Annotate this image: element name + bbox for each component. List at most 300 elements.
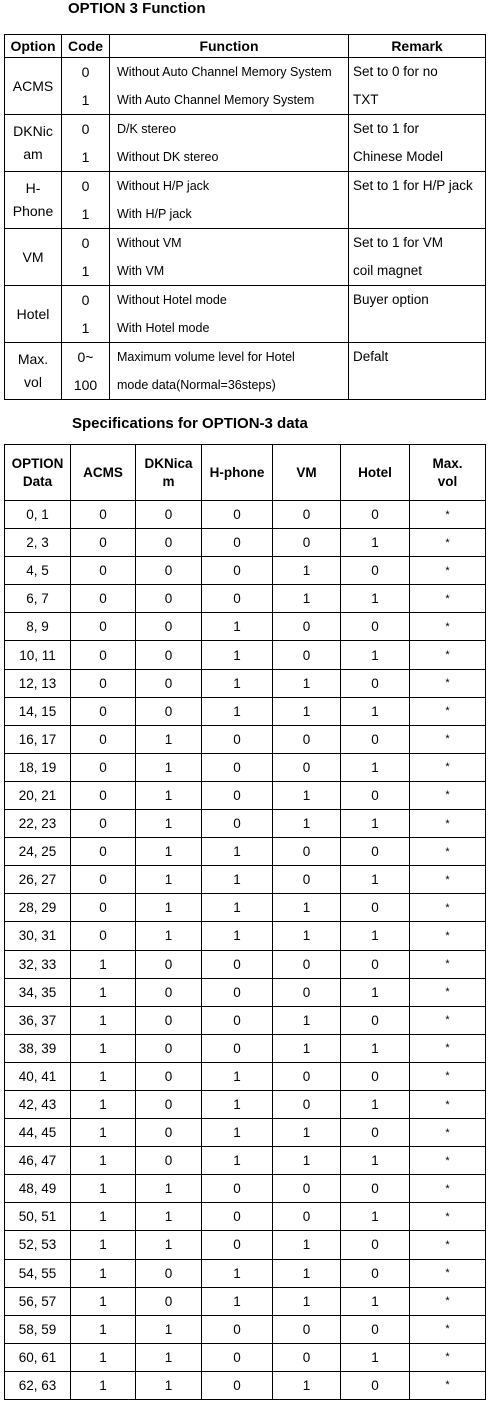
spec-value-cell: 0 [341,669,410,697]
spec-value-cell: 1 [341,753,410,781]
spec-value-cell: 0 [341,501,410,529]
code-values-line: 100 [73,377,98,393]
option-data-cell: 60, 61 [5,1343,71,1371]
spec-value-cell: 0 [202,1343,273,1371]
spec-value-cell: 0 [71,838,136,866]
spec-value-cell: 0 [136,1119,202,1147]
spec-value-cell: 0 [71,613,136,641]
spec-value-cell: 0 [136,613,202,641]
spec-value-cell: 0 [136,1259,202,1287]
spec-header-line: OPTION [11,455,64,471]
option-data-cell: 12, 13 [5,669,71,697]
spec-value-cell: 0 [202,950,273,978]
code-values [62,286,110,343]
spec-value-cell: 1 [341,978,410,1006]
header-code: Code [62,35,110,58]
spec-row [5,669,486,697]
option-data-cell: 40, 41 [5,1062,71,1090]
spec-value-cell: * [410,1343,486,1371]
spec-value-cell: * [410,641,486,669]
spec-value-cell: * [410,781,486,809]
remark-text-line: Set to 0 for no [353,64,438,79]
spec-value-cell: * [410,1006,486,1034]
spec-row [5,1287,486,1315]
remark-text-line: Defalt [353,349,389,364]
spec-value-cell: 1 [273,1006,341,1034]
spec-value-cell: 0 [71,866,136,894]
spec-value-cell: 1 [273,1371,341,1399]
spec-value-cell: 1 [136,922,202,950]
remark-text-line: Set to 1 for H/P jack [353,178,473,193]
spec-row [5,1231,486,1259]
function-table-title: OPTION 3 Function [68,0,206,17]
spec-value-cell: 0 [202,1231,273,1259]
spec-value-cell: 1 [273,781,341,809]
function-text-line: Without DK stereo [117,150,219,164]
spec-value-cell: 0 [273,641,341,669]
spec-value-cell: 0 [136,978,202,1006]
spec-value-cell: 0 [341,1006,410,1034]
spec-value-cell: 0 [341,1315,410,1343]
spec-value-cell: 0 [202,1315,273,1343]
spec-value-cell: 0 [136,1034,202,1062]
spec-value-cell: 1 [202,669,273,697]
option-data-cell: 2, 3 [5,529,71,557]
spec-value-cell: * [410,1175,486,1203]
function-row [5,286,486,343]
spec-row [5,978,486,1006]
option-name [5,229,62,286]
option-name [5,115,62,172]
spec-value-cell: 0 [341,838,410,866]
spec-value-cell: 0 [202,725,273,753]
spec-value-cell: 0 [71,529,136,557]
spec-value-cell: 0 [71,922,136,950]
spec-row [5,1259,486,1287]
spec-value-cell: 1 [273,1119,341,1147]
function-text-line: With Hotel mode [117,321,210,335]
option-data-cell: 58, 59 [5,1315,71,1343]
spec-row [5,1371,486,1399]
spec-value-cell: 1 [202,697,273,725]
spec-value-cell: 0 [273,1203,341,1231]
remark-text [349,343,486,400]
option-data-cell: 54, 55 [5,1259,71,1287]
option-name-line: Max. [17,351,49,367]
remark-text [349,286,486,343]
spec-value-cell: 1 [71,1259,136,1287]
option-data-cell: 24, 25 [5,838,71,866]
spec-value-cell: 0 [136,529,202,557]
spec-value-cell: 0 [273,501,341,529]
function-text-line: With H/P jack [117,207,192,221]
spec-value-cell: 0 [202,1034,273,1062]
spec-row [5,641,486,669]
spec-row [5,1034,486,1062]
spec-value-cell: 1 [202,1259,273,1287]
option-data-cell: 46, 47 [5,1147,71,1175]
option3-function-table [4,34,486,400]
spec-value-cell: 0 [136,1090,202,1118]
spec-value-cell: 1 [202,838,273,866]
spec-value-cell: 0 [341,1371,410,1399]
spec-value-cell: 1 [136,838,202,866]
code-values-line: 1 [81,92,90,108]
spec-value-cell: 0 [71,810,136,838]
option-name [5,172,62,229]
code-values-line: 0 [81,64,90,80]
spec-value-cell: 0 [202,753,273,781]
option-name [5,286,62,343]
function-text [110,286,349,343]
spec-row [5,613,486,641]
spec-value-cell: 1 [136,894,202,922]
spec-value-cell: 1 [71,1287,136,1315]
code-values-line: 1 [81,149,90,165]
spec-value-cell: 1 [273,1259,341,1287]
spec-value-cell: 0 [71,557,136,585]
spec-value-cell: 0 [136,1147,202,1175]
spec-value-cell: 0 [71,585,136,613]
spec-value-cell: 1 [341,866,410,894]
spec-value-cell: 0 [273,613,341,641]
spec-value-cell: 1 [71,1006,136,1034]
spec-value-cell: * [410,1315,486,1343]
spec-value-cell: 0 [341,1175,410,1203]
spec-value-cell: 0 [341,950,410,978]
spec-value-cell: 0 [341,613,410,641]
spec-value-cell: 0 [202,501,273,529]
spec-value-cell: 1 [273,1287,341,1315]
function-text [110,229,349,286]
spec-value-cell: * [410,1371,486,1399]
spec-row [5,1062,486,1090]
spec-row [5,781,486,809]
remark-text [349,58,486,115]
spec-value-cell: 0 [71,725,136,753]
spec-value-cell: 1 [202,1119,273,1147]
option-name-line: Phone [12,203,54,219]
remark-text-line: Chinese Model [353,149,444,164]
spec-value-cell: 1 [136,781,202,809]
function-row [5,58,486,115]
spec-value-cell: 0 [71,669,136,697]
spec-value-cell: 0 [136,1062,202,1090]
spec-value-cell: 1 [273,557,341,585]
spec-value-cell: 1 [273,894,341,922]
spec-value-cell: 1 [71,1090,136,1118]
spec-value-cell: 1 [341,697,410,725]
spec-value-cell: 0 [202,1203,273,1231]
spec-row [5,753,486,781]
spec-value-cell: 1 [202,613,273,641]
spec-value-cell: 0 [273,1315,341,1343]
spec-value-cell: 1 [71,1175,136,1203]
option-data-cell: 42, 43 [5,1090,71,1118]
option-data-cell: 44, 45 [5,1119,71,1147]
code-values-line: 1 [81,320,90,336]
option-data-cell: 36, 37 [5,1006,71,1034]
option-name-line: vol [24,374,42,390]
option-data-cell: 10, 11 [5,641,71,669]
remark-text-line: TXT [353,92,379,107]
remark-text-line: Set to 1 for [353,121,420,136]
spec-header-line: ACMS [83,464,123,480]
spec-value-cell: * [410,669,486,697]
spec-header-cell [136,445,202,501]
header-remark: Remark [349,35,486,58]
spec-value-cell: 1 [273,697,341,725]
spec-value-cell: 0 [273,725,341,753]
spec-value-cell: 0 [273,1343,341,1371]
spec-row [5,1175,486,1203]
spec-header-line: vol [437,473,458,489]
spec-value-cell: 0 [136,1006,202,1034]
spec-value-cell: 1 [273,669,341,697]
spec-value-cell: 0 [341,1259,410,1287]
spec-value-cell: * [410,978,486,1006]
spec-row [5,1315,486,1343]
spec-value-cell: 1 [136,1371,202,1399]
option-data-cell: 28, 29 [5,894,71,922]
spec-value-cell: 1 [136,1231,202,1259]
spec-header-cell [410,445,486,501]
spec-value-cell: 0 [341,781,410,809]
function-row [5,229,486,286]
spec-value-cell: * [410,1147,486,1175]
spec-header-line: DKNica [144,455,193,471]
spec-value-cell: 0 [71,781,136,809]
option-name-line: Hotel [16,305,50,322]
option-data-cell: 22, 23 [5,810,71,838]
option-name [5,58,62,115]
code-values-line: 0 [81,292,90,308]
spec-value-cell: 1 [341,641,410,669]
code-values [62,58,110,115]
spec-value-cell: 1 [71,1203,136,1231]
spec-value-cell: 0 [341,1062,410,1090]
spec-value-cell: * [410,557,486,585]
remark-text [349,172,486,229]
header-option: Option [5,35,62,58]
option-data-cell: 56, 57 [5,1287,71,1315]
spec-value-cell: 1 [202,1147,273,1175]
spec-value-cell: 0 [341,557,410,585]
spec-row [5,1119,486,1147]
spec-value-cell: 1 [71,1062,136,1090]
option-name-line: DKNic [13,123,53,139]
spec-value-cell: 1 [341,810,410,838]
option-data-cell: 26, 27 [5,866,71,894]
spec-value-cell: 1 [71,1034,136,1062]
spec-value-cell: 1 [341,1343,410,1371]
function-text-line: Without Auto Channel Memory System [117,65,332,79]
spec-value-cell: 0 [202,978,273,1006]
spec-value-cell: 1 [341,1203,410,1231]
spec-value-cell: 0 [136,557,202,585]
spec-value-cell: 0 [202,1371,273,1399]
spec-value-cell: 0 [341,1119,410,1147]
function-text-line: With Auto Channel Memory System [117,93,315,107]
spec-value-cell: 1 [341,1147,410,1175]
option-data-cell: 52, 53 [5,1231,71,1259]
spec-header-line: Hotel [358,464,392,480]
function-text-line: D/K stereo [117,122,177,136]
code-values-line: 1 [81,263,90,279]
spec-row [5,838,486,866]
option-data-cell: 4, 5 [5,557,71,585]
function-table-header-row [5,35,486,58]
spec-value-cell: 0 [202,557,273,585]
spec-value-cell: * [410,838,486,866]
spec-value-cell: * [410,866,486,894]
spec-header-cell [71,445,136,501]
spec-value-cell: * [410,810,486,838]
spec-value-cell: 1 [202,1090,273,1118]
spec-header-line: VM [296,464,317,480]
code-values [62,115,110,172]
spec-value-cell: 1 [136,1175,202,1203]
function-text-line: mode data(Normal=36steps) [117,378,276,392]
spec-row [5,1147,486,1175]
spec-value-cell: * [410,1119,486,1147]
spec-value-cell: 0 [273,950,341,978]
spec-value-cell: 0 [202,529,273,557]
spec-value-cell: * [410,1090,486,1118]
option-data-cell: 6, 7 [5,585,71,613]
spec-row [5,1343,486,1371]
spec-value-cell: 1 [136,1343,202,1371]
option-data-cell: 32, 33 [5,950,71,978]
spec-value-cell: 0 [136,641,202,669]
function-text [110,172,349,229]
function-text-line: Without H/P jack [117,179,210,193]
spec-header-cell [341,445,410,501]
spec-value-cell: 1 [136,1203,202,1231]
spec-value-cell: 1 [202,1287,273,1315]
spec-row [5,1203,486,1231]
spec-value-cell: 1 [202,894,273,922]
spec-row [5,810,486,838]
option-data-cell: 14, 15 [5,697,71,725]
option-name-line: am [23,146,43,162]
function-row [5,343,486,400]
spec-value-cell: * [410,753,486,781]
spec-header-cell [5,445,71,501]
code-values [62,343,110,400]
spec-value-cell: 0 [136,669,202,697]
spec-value-cell: * [410,894,486,922]
function-text [110,58,349,115]
spec-value-cell: 1 [341,529,410,557]
option-data-cell: 0, 1 [5,501,71,529]
spec-row [5,585,486,613]
option-data-cell: 30, 31 [5,922,71,950]
spec-value-cell: 1 [341,922,410,950]
spec-value-cell: 0 [202,1175,273,1203]
spec-row [5,529,486,557]
code-values-line: 1 [81,206,90,222]
spec-row [5,697,486,725]
code-values-line: 0 [81,178,90,194]
spec-header-line: H-phone [209,464,265,480]
spec-value-cell: 1 [136,866,202,894]
remark-text-line: Buyer option [353,292,429,307]
option-data-cell: 20, 21 [5,781,71,809]
spec-value-cell: 1 [71,1315,136,1343]
option-name-line: ACMS [12,77,54,94]
function-text-line: Maximum volume level for Hotel [117,350,295,364]
option-name-line: H- [25,180,41,196]
spec-value-cell: 0 [136,1287,202,1315]
function-text [110,115,349,172]
spec-value-cell: * [410,1231,486,1259]
spec-value-cell: * [410,725,486,753]
function-text [110,343,349,400]
spec-header-line: Data [22,473,53,489]
option3-spec-table [4,444,486,1400]
spec-row [5,557,486,585]
spec-value-cell: 1 [202,866,273,894]
spec-value-cell: * [410,529,486,557]
function-row [5,172,486,229]
spec-row [5,866,486,894]
spec-row [5,1006,486,1034]
code-values [62,172,110,229]
spec-value-cell: 0 [273,753,341,781]
remark-text [349,229,486,286]
spec-value-cell: 1 [71,1147,136,1175]
spec-value-cell: 1 [136,1315,202,1343]
spec-value-cell: 0 [273,978,341,1006]
spec-row [5,1090,486,1118]
spec-value-cell: 1 [202,641,273,669]
option-data-cell: 34, 35 [5,978,71,1006]
option-name [5,343,62,400]
code-values-line: 0~ [77,349,94,365]
remark-text-line: Set to 1 for VM [353,235,444,250]
spec-value-cell: * [410,1203,486,1231]
spec-value-cell: 1 [71,1343,136,1371]
function-text-line: Without VM [117,236,182,250]
spec-value-cell: 1 [341,1090,410,1118]
spec-value-cell: 0 [136,585,202,613]
option-data-cell: 16, 17 [5,725,71,753]
spec-header-line: m [162,473,175,489]
spec-row [5,894,486,922]
spec-value-cell: 1 [341,1287,410,1315]
spec-table-title: Specifications for OPTION-3 data [72,415,308,432]
spec-value-cell: 1 [273,810,341,838]
spec-value-cell: 0 [136,697,202,725]
remark-text-line: coil magnet [353,263,423,278]
spec-value-cell: 0 [341,1231,410,1259]
spec-value-cell: 1 [273,1034,341,1062]
spec-value-cell: * [410,1287,486,1315]
spec-value-cell: 0 [273,529,341,557]
spec-value-cell: 1 [136,753,202,781]
spec-value-cell: 0 [71,894,136,922]
option-data-cell: 62, 63 [5,1371,71,1399]
spec-header-line: Max. [432,455,463,471]
spec-value-cell: 0 [341,725,410,753]
spec-value-cell: * [410,585,486,613]
spec-value-cell: 0 [71,501,136,529]
spec-header-cell [273,445,341,501]
header-function: Function [110,35,349,58]
spec-value-cell: 0 [202,1006,273,1034]
spec-value-cell: * [410,1259,486,1287]
